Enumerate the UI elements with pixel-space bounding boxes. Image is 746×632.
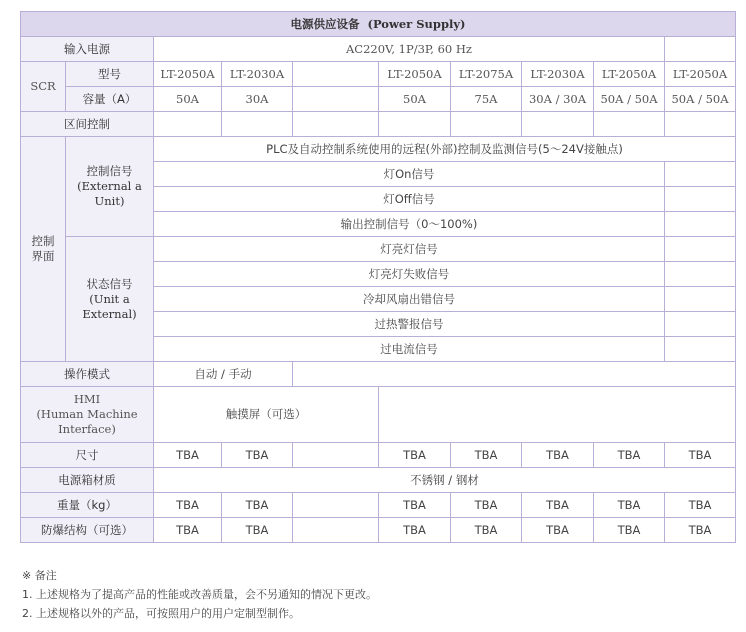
capacity-cell: 50A / 50A bbox=[594, 87, 665, 112]
operation-mode-label: 操作模式 bbox=[21, 362, 154, 387]
size-cell: TBA bbox=[594, 443, 665, 468]
model-cell: LT-2075A bbox=[451, 62, 522, 87]
note-item: 1. 上述规格为了提高产品的性能或改善质量，会不另通知的情况下更改。 bbox=[22, 588, 377, 601]
spec-table-wrapper bbox=[20, 11, 729, 543]
capacity-label: 容量（A） bbox=[66, 87, 154, 112]
size-cell: TBA bbox=[522, 443, 594, 468]
hmi-empty bbox=[379, 387, 736, 443]
explosion-proof-cell: TBA bbox=[222, 518, 293, 543]
status-signal-item: 过热警报信号 bbox=[154, 312, 665, 337]
zone-control-cell bbox=[665, 112, 736, 137]
note-item: 2. 上述规格以外的产品，可按照用户的用户定制型制作。 bbox=[22, 607, 300, 620]
size-cell bbox=[293, 443, 379, 468]
explosion-proof-cell: TBA bbox=[379, 518, 451, 543]
hmi-value: 触摸屏（可选） bbox=[154, 387, 379, 443]
table-title: 电源供应设备 (Power Supply) bbox=[21, 12, 736, 37]
input-power-empty bbox=[665, 37, 736, 62]
model-cell bbox=[293, 62, 379, 87]
status-signal-label: 状态信号 (Unit a External) bbox=[66, 237, 154, 362]
explosion-proof-cell: TBA bbox=[154, 518, 222, 543]
capacity-cell: 30A / 30A bbox=[522, 87, 594, 112]
notes-header: ※ 备注 bbox=[22, 569, 57, 582]
capacity-cell bbox=[293, 87, 379, 112]
status-signal-empty bbox=[665, 287, 736, 312]
size-cell: TBA bbox=[379, 443, 451, 468]
control-signal-empty bbox=[665, 162, 736, 187]
control-signal-item: 输出控制信号（0～100%) bbox=[154, 212, 665, 237]
status-signal-empty bbox=[665, 237, 736, 262]
model-cell: LT-2030A bbox=[222, 62, 293, 87]
zone-control-label: 区间控制 bbox=[21, 112, 154, 137]
status-signal-item: 过电流信号 bbox=[154, 337, 665, 362]
explosion-proof-cell: TBA bbox=[522, 518, 594, 543]
capacity-cell: 75A bbox=[451, 87, 522, 112]
weight-label: 重量（kg） bbox=[21, 493, 154, 518]
weight-cell: TBA bbox=[451, 493, 522, 518]
size-cell: TBA bbox=[451, 443, 522, 468]
zone-control-cell bbox=[594, 112, 665, 137]
hmi-label: HMI (Human Machine Interface) bbox=[21, 387, 154, 443]
status-signal-item: 灯亮灯信号 bbox=[154, 237, 665, 262]
weight-cell: TBA bbox=[665, 493, 736, 518]
model-label: 型号 bbox=[66, 62, 154, 87]
explosion-proof-cell: TBA bbox=[594, 518, 665, 543]
weight-cell: TBA bbox=[222, 493, 293, 518]
zone-control-cell bbox=[379, 112, 451, 137]
scr-label: SCR bbox=[21, 62, 66, 112]
control-signal-item: 灯Off信号 bbox=[154, 187, 665, 212]
weight-cell: TBA bbox=[379, 493, 451, 518]
status-signal-item: 冷却风扇出错信号 bbox=[154, 287, 665, 312]
status-signal-empty bbox=[665, 337, 736, 362]
control-signal-item: PLC及自动控制系统使用的远程(外部)控制及监测信号(5～24V接触点) bbox=[154, 137, 736, 162]
size-cell: TBA bbox=[665, 443, 736, 468]
weight-cell: TBA bbox=[154, 493, 222, 518]
notes-section bbox=[22, 566, 377, 623]
capacity-cell: 50A bbox=[379, 87, 451, 112]
zone-control-cell bbox=[293, 112, 379, 137]
model-cell: LT-2050A bbox=[665, 62, 736, 87]
weight-cell bbox=[293, 493, 379, 518]
capacity-cell: 50A / 50A bbox=[665, 87, 736, 112]
model-cell: LT-2050A bbox=[154, 62, 222, 87]
explosion-proof-cell: TBA bbox=[665, 518, 736, 543]
operation-mode-value: 自动 / 手动 bbox=[154, 362, 293, 387]
control-signal-empty bbox=[665, 212, 736, 237]
control-signal-item: 灯On信号 bbox=[154, 162, 665, 187]
zone-control-cell bbox=[154, 112, 222, 137]
operation-mode-empty bbox=[293, 362, 736, 387]
model-cell: LT-2030A bbox=[522, 62, 594, 87]
zone-control-cell bbox=[522, 112, 594, 137]
input-power-label: 输入电源 bbox=[21, 37, 154, 62]
input-power-value: AC220V, 1P/3P, 60 Hz bbox=[154, 37, 665, 62]
size-label: 尺寸 bbox=[21, 443, 154, 468]
capacity-cell: 30A bbox=[222, 87, 293, 112]
control-signal-empty bbox=[665, 187, 736, 212]
weight-cell: TBA bbox=[594, 493, 665, 518]
weight-cell: TBA bbox=[522, 493, 594, 518]
status-signal-empty bbox=[665, 262, 736, 287]
explosion-proof-label: 防爆结构（可选） bbox=[21, 518, 154, 543]
capacity-cell: 50A bbox=[154, 87, 222, 112]
size-cell: TBA bbox=[154, 443, 222, 468]
model-cell: LT-2050A bbox=[379, 62, 451, 87]
power-supply-spec-table bbox=[20, 11, 736, 543]
model-cell: LT-2050A bbox=[594, 62, 665, 87]
control-interface-label: 控制 界面 bbox=[21, 137, 66, 362]
explosion-proof-cell bbox=[293, 518, 379, 543]
explosion-proof-cell: TBA bbox=[451, 518, 522, 543]
status-signal-empty bbox=[665, 312, 736, 337]
material-value: 不锈钢 / 钢材 bbox=[154, 468, 736, 493]
status-signal-item: 灯亮灯失败信号 bbox=[154, 262, 665, 287]
size-cell: TBA bbox=[222, 443, 293, 468]
control-signal-label: 控制信号 (External a Unit) bbox=[66, 137, 154, 237]
material-label: 电源箱材质 bbox=[21, 468, 154, 493]
zone-control-cell bbox=[451, 112, 522, 137]
zone-control-cell bbox=[222, 112, 293, 137]
